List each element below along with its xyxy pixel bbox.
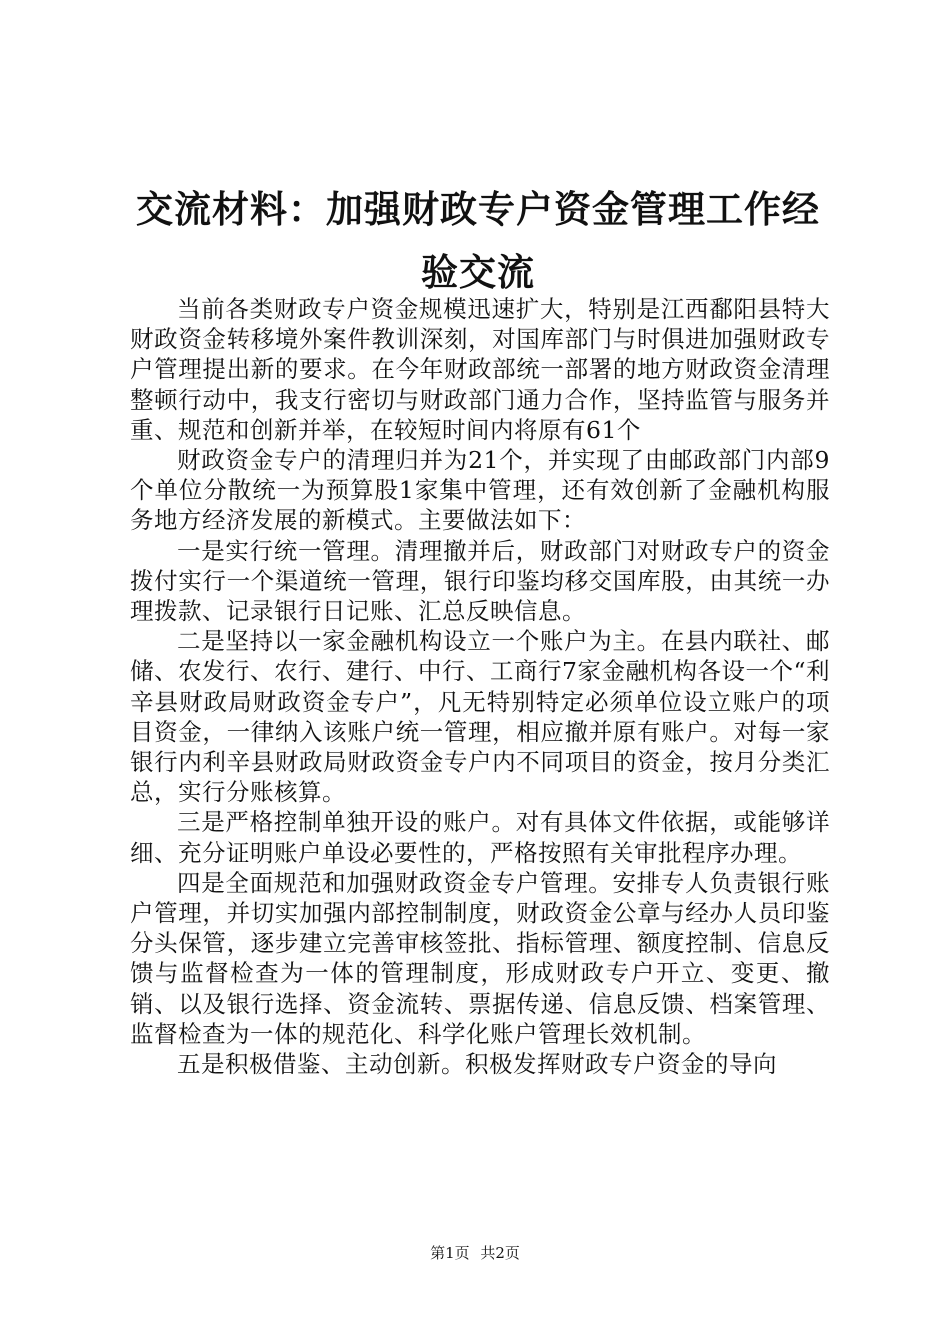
paragraph-point-3: 三是严格控制单独开设的账户。对有具体文件依据，或能够详细、充分证明账户单设必要性的，严格按照有关审批程序办理。 — [130, 808, 830, 867]
paragraph-point-5: 五是积极借鉴、主动创新。积极发挥财政专户资金的导向 — [177, 1050, 777, 1079]
paragraph-summary: 财政资金专户的清理归并为21个，并实现了由邮政部门内部9个单位分散统一为预算股1家集中管理，还有效创新了金融机构服务地方经济发展的新模式。主要做法如下： — [130, 446, 830, 535]
paragraph-point-2: 二是坚持以一家金融机构设立一个账户为主。在县内联社、邮储、农发行、农行、建行、中行、工商行7家金融机构各设一个“利辛县财政局财政资金专户”，凡无特别特定必须单位设立账户的项目资金，一律纳入该账户统一管理，相应撤并原有账户。对每一家银行内利辛县财政局财政资金专户内不同项目的资金，按月分类汇总，实行分账核算。 — [130, 627, 830, 807]
page-total: 共2页 — [480, 1244, 520, 1262]
document-body — [130, 294, 830, 1079]
page-number: 第1页 — [430, 1244, 470, 1262]
paragraph-point-4: 四是全面规范和加强财政资金专户管理。安排专人负责银行账户管理，并切实加强内部控制制度，财政资金公章与经办人员印鉴分头保管，逐步建立完善审核签批、指标管理、额度控制、信息反馈与监督检查为一体的管理制度，形成财政专户开立、变更、撤销、以及银行选择、资金流转、票据传递、信息反馈、档案管理、监督检查为一体的规范化、科学化账户管理长效机制。 — [130, 868, 830, 1048]
document-title: 交流材料：加强财政专户资金管理工作经验交流 — [136, 187, 820, 294]
paragraph-point-1: 一是实行统一管理。清理撤并后，财政部门对财政专户的资金拨付实行一个渠道统一管理，银行印鉴均移交国库股，由其统一办理拨款、记录银行日记账、汇总反映信息。 — [130, 536, 830, 626]
page-footer — [0, 1243, 950, 1263]
paragraph-intro: 当前各类财政专户资金规模迅速扩大，特别是江西鄱阳县特大财政资金转移境外案件教训深刻，对国库部门与时俱进加强财政专户管理提出新的要求。在今年财政部统一部署的地方财政资金清理整顿行动中，我支行密切与财政部门通力合作，坚持监管与服务并重、规范和创新并举，在较短时间内将原有61个 — [130, 295, 830, 444]
